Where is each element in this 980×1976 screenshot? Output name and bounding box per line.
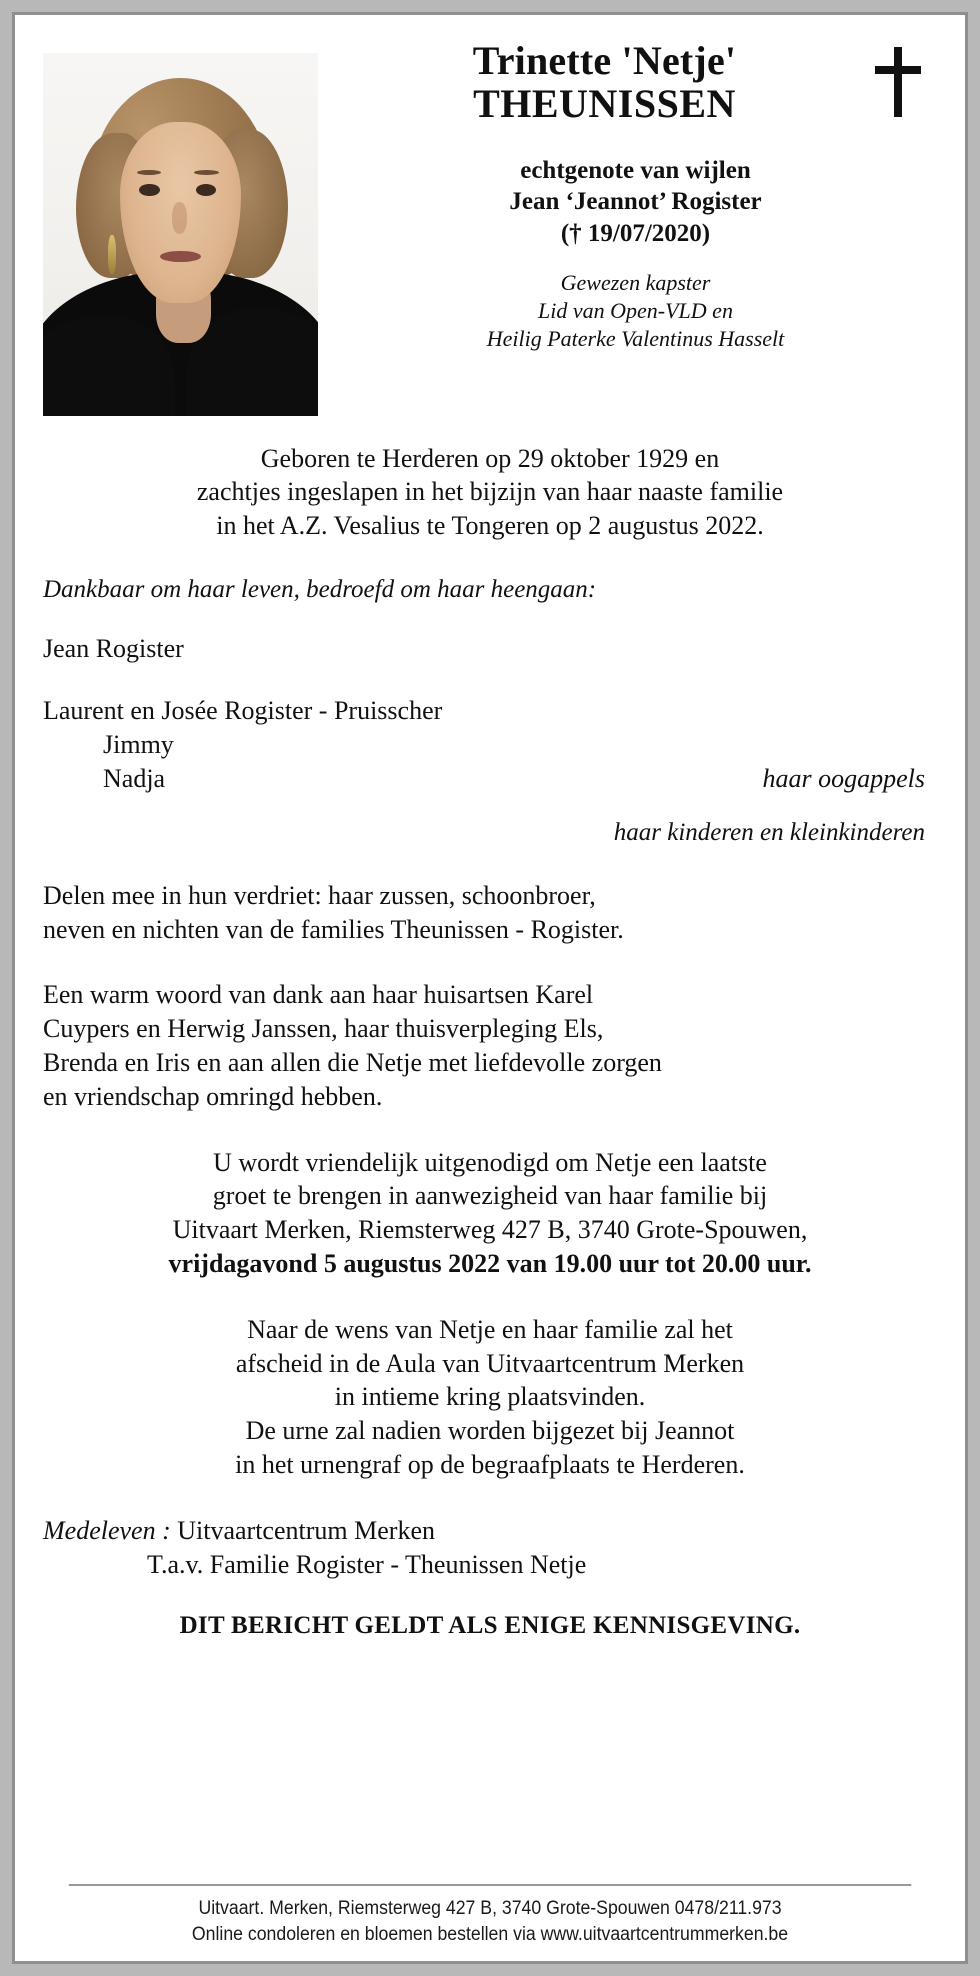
extended-family-line-1: Delen mee in hun verdriet: haar zussen, schoonbroer,	[43, 880, 596, 910]
family-row	[43, 728, 937, 762]
family-list	[43, 694, 937, 847]
portrait-eyebrow-right	[194, 170, 219, 175]
portrait-eye-right	[196, 184, 217, 196]
condolence-address	[43, 1514, 937, 1583]
header-text-block	[318, 39, 937, 353]
passing-line: zachtjes ingeslapen in het bijzijn van haar naaste familie	[196, 477, 784, 507]
notice-content	[15, 15, 965, 1884]
funeral-home-footer	[69, 1884, 912, 1947]
urn-line-2: in het urnengraf op de begraafplaats te Herderen.	[235, 1449, 745, 1479]
name-and-cross-row	[342, 39, 929, 127]
thanks-line-3: Brenda en Iris en aan allen die Netje met liefdevolle zorgen	[43, 1047, 662, 1077]
notice-frame	[12, 12, 968, 1964]
footer-website-line: Online condoleren en bloemen bestellen via www.uitvaartcentrummerken.be	[191, 1923, 789, 1945]
children-grandchildren-tag: haar kinderen en kleinkinderen	[613, 818, 925, 846]
portrait-eye-left	[139, 184, 160, 196]
portrait-earring	[108, 235, 117, 275]
ceremony-line-2: afscheid in de Aula van Uitvaartcentrum Merken	[235, 1348, 745, 1378]
deceased-last-name: THEUNISSEN	[473, 81, 736, 127]
grandchildren-endearment-tag: haar oogappels	[762, 764, 925, 794]
thanks-line-2: Cuypers en Herwig Janssen, haar thuisverpleging Els,	[43, 1014, 604, 1044]
birth-and-death-details	[43, 442, 937, 542]
invitation-line-2: groet te brengen in aanwezigheid van haar familie bij	[212, 1181, 768, 1211]
ceremony-line-3: in intieme kring plaatsvinden.	[334, 1382, 646, 1412]
condolence-attention-line: T.a.v. Familie Rogister - Theunissen Netje	[147, 1550, 587, 1579]
latin-cross-icon	[867, 45, 929, 119]
notice-header	[43, 39, 937, 416]
sole-notification-statement: DIT BERICHT GELDT ALS ENIGE KENNISGEVING.	[179, 1612, 801, 1640]
spouse-info	[342, 155, 929, 250]
place-of-death-line: in het A.Z. Vesalius te Tongeren op 2 augustus 2022.	[216, 510, 764, 540]
extended-family-paragraph	[43, 879, 937, 947]
condolence-label: Medeleven :	[43, 1515, 171, 1545]
viewing-invitation	[43, 1146, 937, 1281]
deceased-first-name: Trinette 'Netje'	[472, 38, 737, 83]
family-row	[43, 762, 937, 796]
urn-line-1: De urne zal nadien worden bijgezet bij Jeannot	[245, 1416, 735, 1446]
role-profession: Gewezen kapster	[560, 270, 711, 296]
condolence-line	[43, 1514, 937, 1548]
extended-family-line-2: neven en nichten van de families Theunissen - Rogister.	[43, 914, 624, 944]
birth-line: Geboren te Herderen op 29 oktober 1929 en	[260, 444, 720, 473]
footer-address-phone: Uitvaart. Merken, Riemsterweg 427 B, 3740 Grote-Spouwen 0478/211.973	[198, 1898, 782, 1920]
spouse-death-date: († 19/07/2020)	[560, 219, 711, 247]
ceremony-line-1: Naar de wens van Netje en haar familie zal het	[247, 1314, 733, 1344]
thanks-line-1: Een warm woord van dank aan haar huisartsen Karel	[43, 980, 594, 1010]
grandchild-name-1: Jimmy	[103, 730, 174, 760]
spouse-name: Jean ‘Jeannot’ Rogister	[509, 188, 762, 216]
invitation-venue-address: Uitvaart Merken, Riemsterweg 427 B, 3740 Grote-Spouwen,	[172, 1215, 808, 1245]
spouse-relation-label: echtgenote van wijlen	[520, 156, 751, 184]
deceased-portrait-photo	[43, 53, 318, 416]
invitation-line-1: U wordt vriendelijk uitgenodigd om Netje een laatste	[213, 1147, 767, 1177]
deceased-name	[342, 39, 867, 127]
roles-affiliations	[342, 269, 929, 353]
widower-name: Jean Rogister	[43, 633, 184, 663]
family-couple: Laurent en Josée Rogister - Pruisscher	[43, 695, 443, 725]
role-membership-1: Lid van Open-VLD en	[538, 298, 733, 324]
thanks-paragraph	[43, 978, 937, 1113]
condolence-organisation: Uitvaartcentrum Merken	[170, 1515, 435, 1545]
grandchild-name-2: Nadja	[103, 764, 166, 794]
portrait-container	[43, 39, 318, 416]
thanks-line-4: en vriendschap omringd hebben.	[43, 1081, 383, 1111]
role-membership-2: Heilig Paterke Valentinus Hasselt	[486, 326, 785, 352]
portrait-eyebrow-left	[137, 170, 162, 175]
invitation-datetime: vrijdagavond 5 augustus 2022 van 19.00 uur tot 20.00 uur.	[168, 1248, 812, 1278]
ceremony-details	[43, 1313, 937, 1482]
grateful-statement: Dankbaar om haar leven, bedroefd om haar heengaan:	[43, 575, 597, 603]
